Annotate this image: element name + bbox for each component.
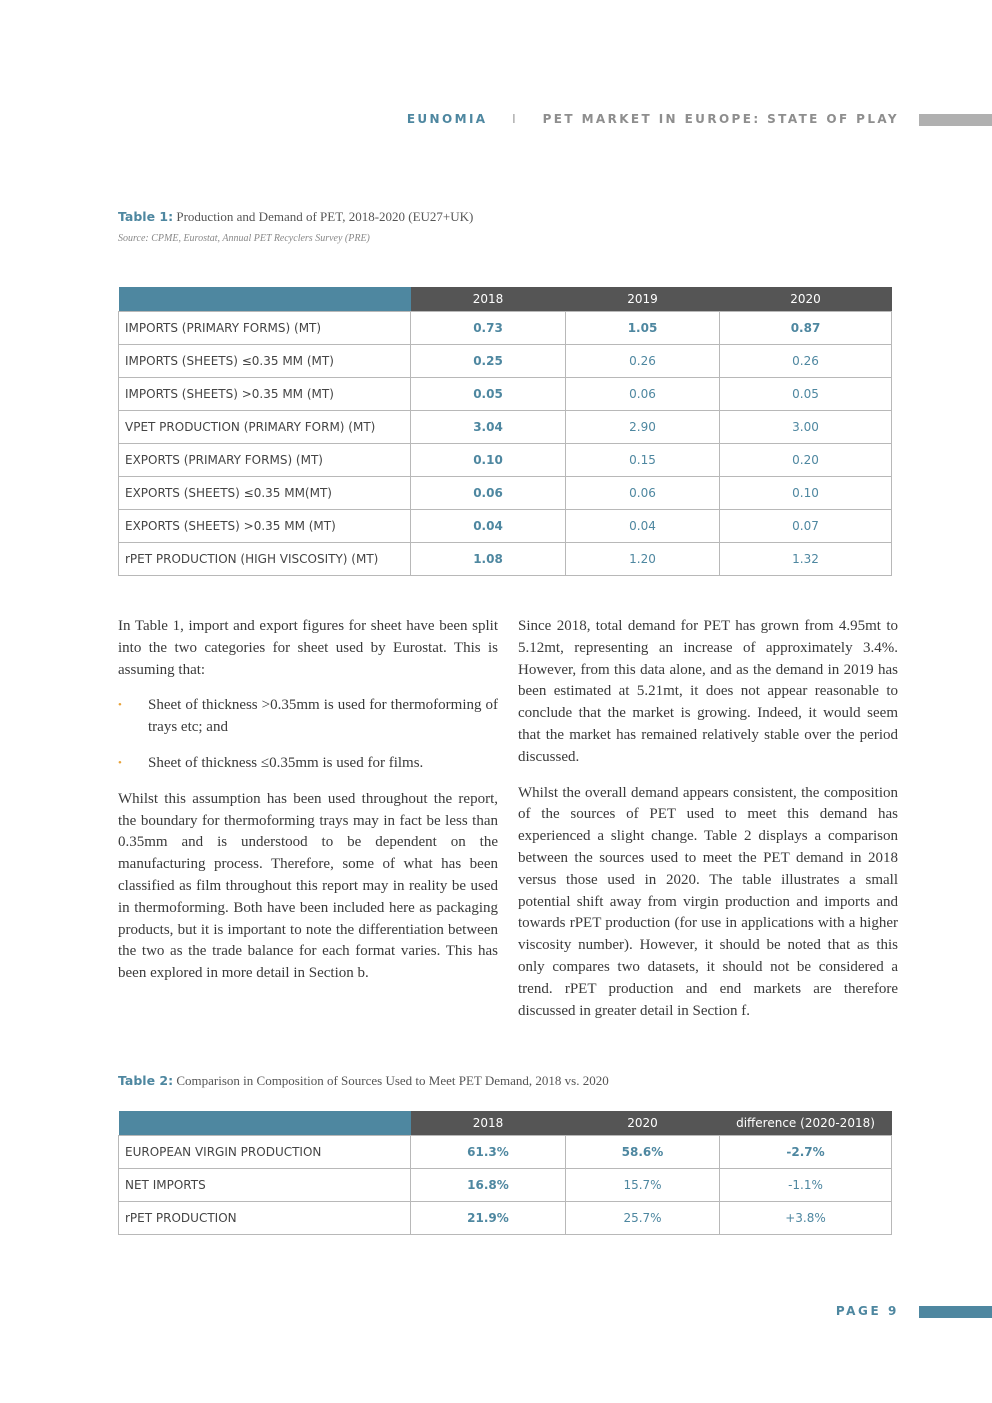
paragraph: In Table 1, import and export figures for sheet have been split into the two categories for sheet used by Eurostat. This is assuming that: <box>118 618 498 678</box>
cell-value: -2.7% <box>720 1136 892 1169</box>
table2-header-difference: difference (2020-2018) <box>720 1111 892 1136</box>
table1-header-blank <box>119 287 411 312</box>
footer-accent-bar <box>919 1306 992 1318</box>
row-label: rPET PRODUCTION (HIGH VISCOSITY) (MT) <box>119 543 411 576</box>
table2-caption <box>118 1073 609 1089</box>
row-label: EXPORTS (SHEETS) >0.35 MM (MT) <box>119 510 411 543</box>
cell-value: 0.10 <box>720 477 892 510</box>
cell-value: 0.05 <box>720 378 892 411</box>
row-label: VPET PRODUCTION (PRIMARY FORM) (MT) <box>119 411 411 444</box>
table1-header-2018: 2018 <box>411 287 566 312</box>
cell-value: 3.04 <box>411 411 566 444</box>
page-number: PAGE 9 <box>835 1304 899 1318</box>
table1 <box>118 287 892 576</box>
cell-value: 15.7% <box>566 1169 720 1202</box>
cell-value: 16.8% <box>411 1169 566 1202</box>
table-row <box>119 378 892 411</box>
table-row <box>119 477 892 510</box>
cell-value: 0.15 <box>566 444 720 477</box>
paragraph: Since 2018, total demand for PET has grown from 4.95mt to 5.12mt, representing an increase of approximately 3.4%. However, from this data alone, and as the demand in 2019 has been estimated at 5.21mt, it does not appear reasonable to conclude that the market is growing. Indeed, it would seem that the market has remained relatively stable over the period discussed. <box>518 618 898 765</box>
table-row <box>119 1169 892 1202</box>
table-row <box>119 411 892 444</box>
row-label: EUROPEAN VIRGIN PRODUCTION <box>119 1136 411 1169</box>
cell-value: 0.26 <box>720 345 892 378</box>
cell-value: 1.32 <box>720 543 892 576</box>
cell-value: 0.06 <box>566 477 720 510</box>
cell-value: 61.3% <box>411 1136 566 1169</box>
running-header <box>407 112 899 126</box>
table2-caption-text: Comparison in Composition of Sources Used to Meet PET Demand, 2018 vs. 2020 <box>176 1073 609 1088</box>
list-item <box>118 695 498 739</box>
table2-label: Table 2: <box>118 1073 174 1088</box>
cell-value: 0.04 <box>411 510 566 543</box>
table-row <box>119 543 892 576</box>
cell-value: 0.04 <box>566 510 720 543</box>
row-label: rPET PRODUCTION <box>119 1202 411 1235</box>
cell-value: 21.9% <box>411 1202 566 1235</box>
cell-value: 58.6% <box>566 1136 720 1169</box>
row-label: IMPORTS (PRIMARY FORMS) (MT) <box>119 312 411 345</box>
cell-value: 1.08 <box>411 543 566 576</box>
cell-value: 1.20 <box>566 543 720 576</box>
table-row <box>119 1202 892 1235</box>
row-label: EXPORTS (PRIMARY FORMS) (MT) <box>119 444 411 477</box>
table-row <box>119 1136 892 1169</box>
table-row <box>119 345 892 378</box>
header-accent-bar <box>919 114 992 126</box>
cell-value: 0.25 <box>411 345 566 378</box>
cell-value: 0.06 <box>566 378 720 411</box>
cell-value: 0.05 <box>411 378 566 411</box>
brand-name: EUNOMIA <box>406 112 488 126</box>
row-label: IMPORTS (SHEETS) ≤0.35 MM (MT) <box>119 345 411 378</box>
table-row <box>119 444 892 477</box>
table2-header-row <box>119 1111 892 1136</box>
row-label: IMPORTS (SHEETS) >0.35 MM (MT) <box>119 378 411 411</box>
list-item <box>118 753 498 775</box>
table-row <box>119 312 892 345</box>
row-label: NET IMPORTS <box>119 1169 411 1202</box>
row-label: EXPORTS (SHEETS) ≤0.35 MM(MT) <box>119 477 411 510</box>
table-row <box>119 510 892 543</box>
bullet-list <box>118 695 498 774</box>
cell-value: 2.90 <box>566 411 720 444</box>
table1-header-row <box>119 287 892 312</box>
cell-value: 0.06 <box>411 477 566 510</box>
bullet-icon: • <box>118 699 122 712</box>
bullet-icon: • <box>118 756 122 769</box>
table1-header-2020: 2020 <box>720 287 892 312</box>
table2-header-2020: 2020 <box>566 1111 720 1136</box>
cell-value: 0.73 <box>411 312 566 345</box>
cell-value: 0.07 <box>720 510 892 543</box>
cell-value: +3.8% <box>720 1202 892 1235</box>
document-title: PET MARKET IN EUROPE: STATE OF PLAY <box>542 112 899 126</box>
cell-value: 1.05 <box>566 312 720 345</box>
cell-value: 25.7% <box>566 1202 720 1235</box>
cell-value: 0.10 <box>411 444 566 477</box>
table1-caption-text: Production and Demand of PET, 2018-2020 (EU27+UK) <box>176 209 474 224</box>
table1-source: Source: CPME, Eurostat, Annual PET Recyclers Survey (PRE) <box>118 233 370 244</box>
table1-label: Table 1: <box>118 209 174 224</box>
table2-header-2018: 2018 <box>411 1111 566 1136</box>
header-separator: I <box>512 112 519 126</box>
cell-value: -1.1% <box>720 1169 892 1202</box>
body-right-column <box>518 616 898 1036</box>
list-item-text: Sheet of thickness ≤0.35mm is used for films. <box>148 754 424 771</box>
cell-value: 0.26 <box>566 345 720 378</box>
table2-header-blank <box>119 1111 411 1136</box>
cell-value: 3.00 <box>720 411 892 444</box>
table2 <box>118 1111 892 1235</box>
table1-header-2019: 2019 <box>566 287 720 312</box>
paragraph: Whilst the overall demand appears consistent, the composition of the sources of PET used to meet this demand has experienced a slight change. Table 2 displays a comparison between the sources used to meet the PET demand in 2018 versus those used in 2020. The table illustrates a small potential shift away from virgin production and imports and towards rPET production (for use in applications with a higher viscosity number). However, it should be noted that as this only compares two datasets, it should not be considered a trend. rPET production and end markets are therefore discussed in greater detail in Section f. <box>518 784 898 1019</box>
table1-caption <box>118 209 473 225</box>
paragraph: Whilst this assumption has been used throughout the report, the boundary for thermoforming trays may in fact be less than 0.35mm and is understood to be dependent on the manufacturing process. Therefore, some of what has been classified as film throughout this report may in reality be used in thermoforming. Both have been included here as packaging products, but it is important to note the differentiation between the two as the trade balance for each format varies. This has been explored in more detail in Section b. <box>118 790 498 982</box>
list-item-text: Sheet of thickness >0.35mm is used for thermoforming of trays etc; and <box>148 697 498 736</box>
cell-value: 0.20 <box>720 444 892 477</box>
cell-value: 0.87 <box>720 312 892 345</box>
body-left-column <box>118 616 498 999</box>
